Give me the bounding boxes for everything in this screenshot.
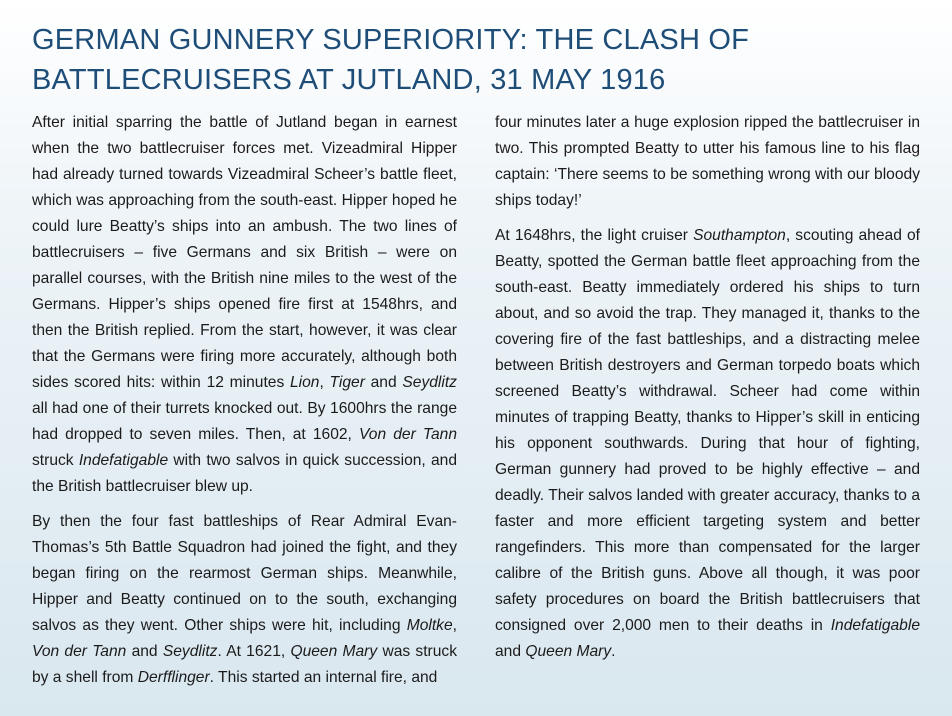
paragraph: By then the four fast battleships of Rear Admiral Evan-Thomas’s 5th Battle Squadron had joined the fight, and they began firing on the rearmost German ships. Meanwhile, Hipper and Beatty continued on to the south, exchanging salvos as they went. Other ships were hit, including Moltke, Von der Tann and Seydlitz. At 1621, Queen Mary was struck by a shell from Derfflinger. This started an internal fire, and [32, 513, 458, 686]
ship-name: Lion [289, 374, 320, 391]
ship-name: Queen Mary [290, 643, 378, 660]
ship-name: Queen Mary [525, 643, 612, 660]
paragraph: four minutes later a huge explosion ripped the battlecruiser in two. This prompted Beatty to utter his famous line to his flag captain: ‘There seems to be something wrong with our bloody ships today!’ [495, 114, 920, 209]
ship-name: Moltke [406, 617, 453, 634]
right-column [495, 110, 920, 700]
paragraph: At 1648hrs, the light cruiser Southampton, scouting ahead of Beatty, spotted the German battle fleet approaching from the south-east. Beatty immediately ordered his ships to turn about, and so avoid the trap. They managed it, thanks to the covering fire of the fast battleships, and a distracting melee between British destroyers and German torpedo boats which screened Beatty’s withdrawal. Scheer had come within minutes of trapping Beatty, thanks to Hipper’s skill in enticing his opponent southwards. During that hour of fighting, German gunnery had proved to be highly effective – and deadly. Their salvos landed with greater accuracy, thanks to a faster and more efficient targeting system and better rangefinders. This more than compensated for the larger calibre of the British guns. Above all though, it was poor safety procedures on board the British battlecruisers that consigned over 2,000 men to their deaths in Indefatigable and Queen Mary. [495, 227, 920, 660]
ship-name: Tiger [329, 374, 365, 391]
left-column [32, 110, 457, 700]
ship-name: Seydlitz [162, 643, 218, 660]
ship-name: Von der Tann [358, 426, 457, 443]
ship-name: Indefatigable [78, 452, 169, 469]
ship-name: Von der Tann [32, 643, 127, 660]
page-title: GERMAN GUNNERY SUPERIORITY: THE CLASH OF BATTLECRUISERS AT JUTLAND, 31 MAY 1916 [32, 24, 750, 96]
ship-name: Seydlitz [402, 374, 457, 391]
text-columns [32, 110, 920, 700]
ship-name: Indefatigable [830, 617, 920, 634]
ship-name: Derfflinger [137, 669, 210, 686]
ship-name: Southampton [693, 227, 786, 244]
paragraph: After initial sparring the battle of Jutland began in earnest when the two battlecruiser forces met. Vizeadmiral Hipper had already turned towards Vizeadmiral Scheer’s battle fleet, which was approaching from the south-east. Hipper hoped he could lure Beatty’s ships into an ambush. The two lines of battlecruisers – five Germans and six British – were on parallel courses, with the British nine miles to the west of the Germans. Hipper’s ships opened fire first at 1548hrs, and then the British replied. From the start, however, it was clear that the Germans were firing more accurately, although both sides scored hits: within 12 minutes Lion, Tiger and Seydlitz all had one of their turrets knocked out. By 1600hrs the range had dropped to seven miles. Then, at 1602, Von der Tann struck Indefatigable with two salvos in quick succession, and the British battlecruiser blew up. [32, 114, 457, 495]
